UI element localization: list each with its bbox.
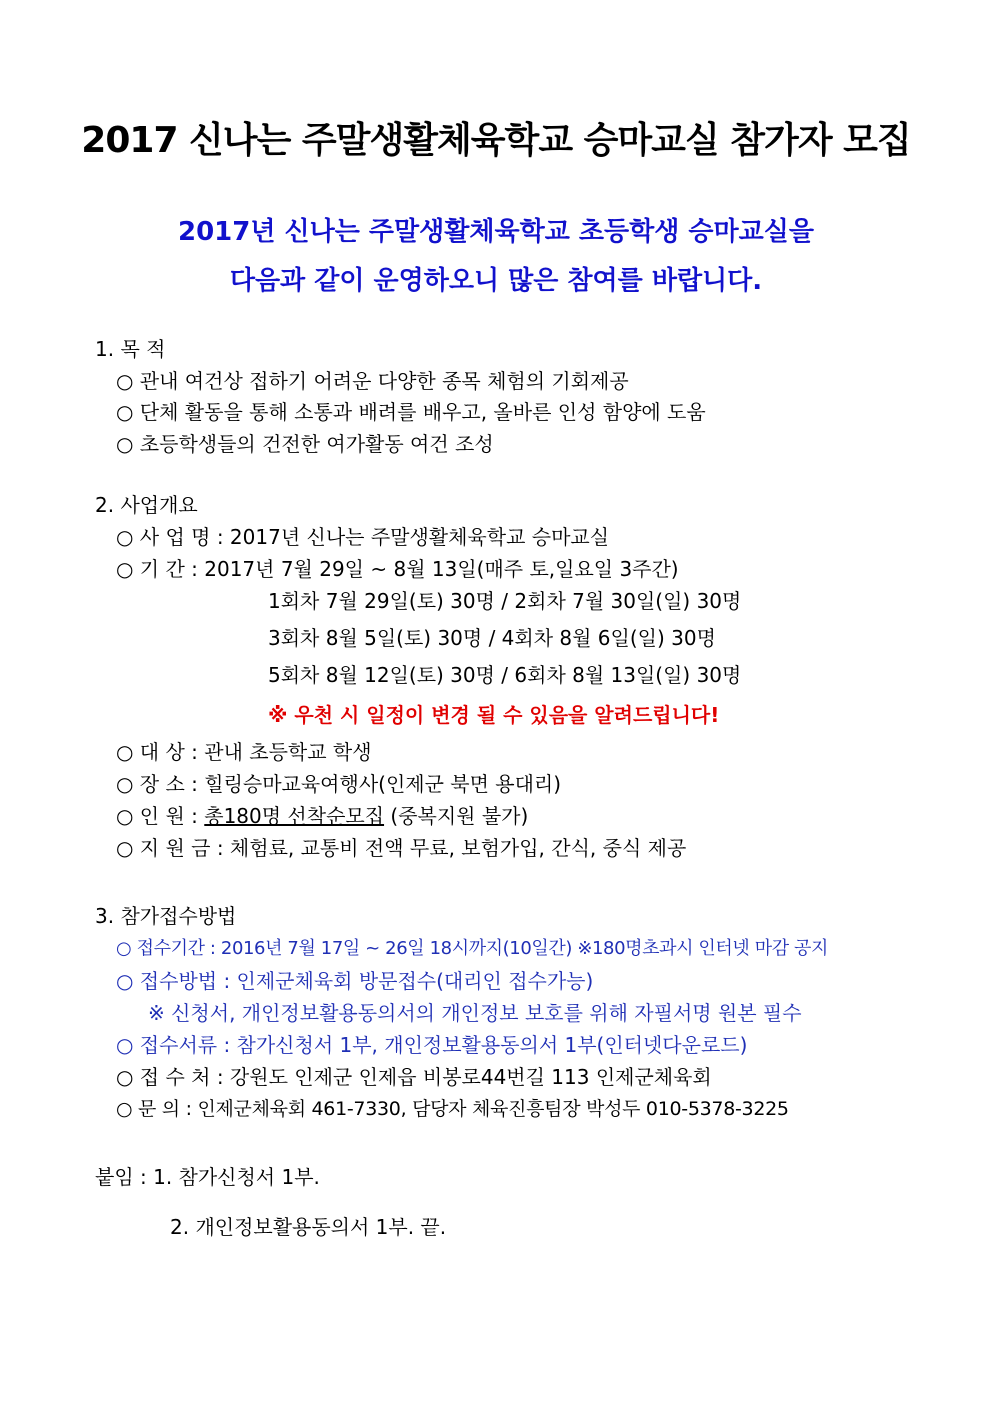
schedule-row: 5회차 8월 12일(토) 30명 / 6회차 8월 13일(일) 30명 — [268, 663, 742, 687]
schedule-row: 1회차 7월 29일(토) 30명 / 2회차 7월 30일(일) 30명 — [268, 589, 742, 613]
attachment-line-1: 붙임 : 1. 참가신청서 1부. — [95, 1165, 320, 1189]
section-1-item: ○ 초등학생들의 건전한 여가활동 여건 조성 — [116, 432, 494, 456]
section-1-item: ○ 단체 활동을 통해 소통과 배려를 배우고, 올바른 인성 함양에 도움 — [116, 400, 706, 424]
rain-notice: ※ 우천 시 일정이 변경 될 수 있음을 알려드립니다! — [268, 703, 720, 727]
participants-underlined: 총180명 선착순모집 — [204, 804, 385, 828]
registration-method-row: ○ 접수방법 : 인제군체육회 방문접수(대리인 접수가능) — [116, 969, 594, 993]
participants-label: ○ 인 원 : — [116, 804, 205, 828]
intro-line-2: 다음과 같이 운영하오니 많은 참여를 바랍니다. — [229, 266, 763, 296]
support-row: ○ 지 원 금 : 체험료, 교통비 전액 무료, 보험가입, 간식, 중식 제공 — [116, 836, 687, 860]
registration-method-note: ※ 신청서, 개인정보활용동의서의 개인정보 보호를 위해 자필서명 원본 필수 — [148, 1001, 802, 1025]
section-1-item: ○ 관내 여건상 접하기 어려운 다양한 종목 체험의 기회제공 — [116, 369, 629, 393]
registration-documents-row: ○ 접수서류 : 참가신청서 1부, 개인정보활용동의서 1부(인터넷다운로드) — [116, 1033, 748, 1057]
program-period-row: ○ 기 간 : 2017년 7월 29일 ~ 8월 13일(매주 토,일요일 3주간) — [116, 557, 679, 581]
program-name-row: ○ 사 업 명 : 2017년 신나는 주말생활체육학교 승마교실 — [116, 525, 610, 549]
section-1-heading: 1. 목 적 — [95, 337, 166, 361]
registration-period-row: ○ 접수기간 : 2016년 7월 17일 ~ 26일 18시까지(10일간) ※180명초과시 인터넷 마감 공지 — [116, 938, 828, 959]
section-3-heading: 3. 참가접수방법 — [95, 904, 237, 928]
participants-note: (중복지원 불가) — [384, 804, 529, 828]
participants-row — [116, 803, 528, 829]
attachment-line-2: 2. 개인정보활용동의서 1부. 끝. — [170, 1215, 447, 1239]
intro-line-1: 2017년 신나는 주말생활체육학교 초등학생 승마교실을 — [177, 217, 814, 247]
contact-row: ○ 문 의 : 인제군체육회 461-7330, 담당자 체육진흥팀장 박성두 010-5378-3225 — [116, 1098, 789, 1120]
document-title: 2017 신나는 주말생활체육학교 승마교실 참가자 모집 — [81, 120, 911, 161]
schedule-row: 3회차 8월 5일(토) 30명 / 4회차 8월 6일(일) 30명 — [268, 626, 716, 650]
section-2-heading: 2. 사업개요 — [95, 493, 198, 517]
target-row: ○ 대 상 : 관내 초등학교 학생 — [116, 740, 372, 764]
location-row: ○ 장 소 : 힐링승마교육여행사(인제군 북면 용대리) — [116, 772, 562, 796]
registration-office-row: ○ 접 수 처 : 강원도 인제군 인제읍 비봉로44번길 113 인제군체육회 — [116, 1065, 712, 1089]
